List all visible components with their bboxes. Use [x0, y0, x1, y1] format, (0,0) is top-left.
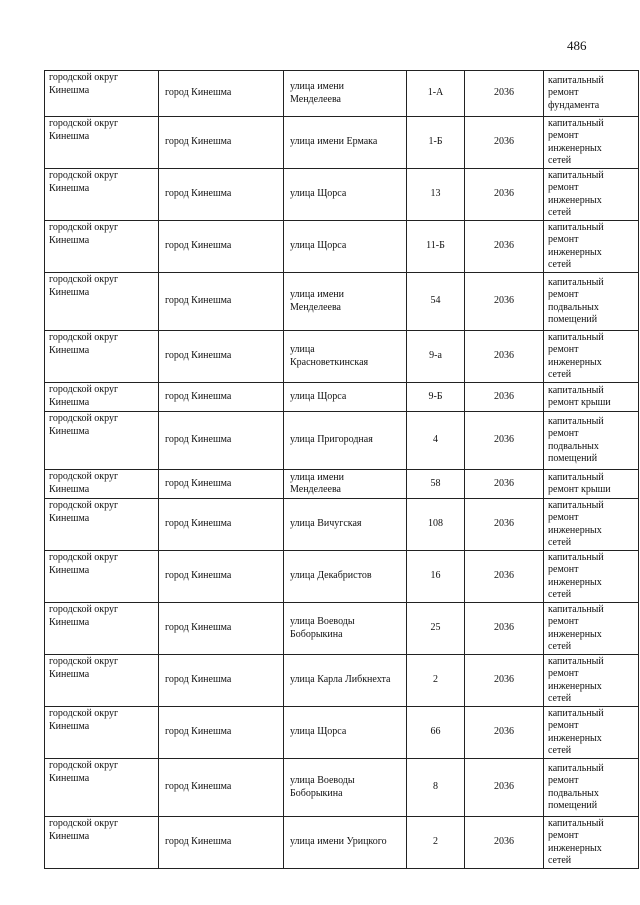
street-cell [284, 470, 407, 499]
settlement-cell [159, 273, 284, 331]
work-type-cell-line: подвальных [548, 440, 599, 452]
street-cell-line: улица Воеводы [290, 616, 355, 627]
municipality-cell [45, 273, 159, 331]
table-row [45, 221, 639, 273]
work-type-cell-line: капитальный [548, 817, 604, 829]
year-cell: 2036 [465, 412, 544, 470]
work-type-cell-line: сетей [548, 155, 572, 166]
year-cell: 2036 [465, 759, 544, 817]
municipality-cell [45, 707, 159, 759]
municipality-cell-line: Кинешма [49, 772, 90, 784]
work-type-cell-line: капитальный [548, 384, 604, 396]
settlement-cell [159, 412, 284, 470]
municipality-cell-line: городской округ [49, 708, 119, 719]
street-cell-line: улица имени Ермака [290, 136, 378, 148]
work-type-cell-line: ремонт [548, 428, 579, 439]
year-cell: 2036 [465, 470, 544, 499]
work-type-cell-line: сетей [548, 855, 572, 866]
table-row [45, 707, 639, 759]
municipality-cell-line: городской округ [49, 656, 119, 667]
table-row [45, 817, 639, 869]
settlement-cell [159, 71, 284, 117]
work-type-cell-line: инженерных [548, 732, 602, 744]
work-type-cell-line: капитальный [548, 415, 604, 427]
work-type-cell [544, 707, 639, 759]
work-type-cell-line: ремонт [548, 564, 579, 575]
street-cell [284, 499, 407, 551]
street-cell-line: улица Щорса [290, 188, 347, 200]
municipality-cell-line: Кинешма [49, 234, 90, 246]
municipality-cell [45, 551, 159, 603]
municipality-cell-line: Кинешма [49, 396, 90, 408]
table-row [45, 117, 639, 169]
street-cell [284, 655, 407, 707]
work-type-cell-line: капитальный [548, 707, 604, 719]
settlement-cell [159, 817, 284, 869]
municipality-cell [45, 169, 159, 221]
street-cell [284, 551, 407, 603]
municipality-cell [45, 817, 159, 869]
work-type-cell-line: помещений [548, 800, 598, 811]
work-type-cell-line: сетей [548, 693, 572, 704]
house-number-cell: 108 [407, 499, 465, 551]
street-cell [284, 412, 407, 470]
house-number-cell: 1-Б [407, 117, 465, 169]
table-row [45, 603, 639, 655]
street-cell-line: улица имени [290, 289, 345, 300]
street-cell-line: улица Вичугская [290, 518, 362, 530]
municipality-cell [45, 221, 159, 273]
municipality-cell [45, 470, 159, 499]
work-type-cell-line: ремонт [548, 87, 579, 99]
work-type-cell-line: сетей [548, 259, 572, 270]
work-type-cell-line: ремонт [548, 130, 579, 141]
work-type-cell-line: ремонт [548, 616, 579, 627]
house-number-cell: 54 [407, 273, 465, 331]
street-cell [284, 603, 407, 655]
work-type-cell [544, 655, 639, 707]
house-number-cell: 16 [407, 551, 465, 603]
year-cell: 2036 [465, 603, 544, 655]
municipality-cell [45, 331, 159, 383]
table-row [45, 470, 639, 499]
municipality-cell-line: Кинешма [49, 130, 90, 142]
municipality-cell-line: городской округ [49, 552, 119, 563]
work-type-cell-line: помещений [548, 314, 598, 325]
work-type-cell-line: ремонт [548, 775, 579, 786]
house-number-cell: 9-Б [407, 383, 465, 412]
house-number-cell: 11-Б [407, 221, 465, 273]
house-number-cell: 2 [407, 655, 465, 707]
street-cell-line: Боборыкина [290, 628, 343, 640]
municipality-cell [45, 603, 159, 655]
work-type-cell-line: капитальный [548, 551, 604, 563]
municipality-cell-line: Кинешма [49, 425, 90, 437]
work-type-cell-line: сетей [548, 589, 572, 600]
settlement-cell-line: город Кинешма [165, 350, 232, 362]
street-cell-line: Менделеева [290, 301, 341, 313]
street-cell-line: Менделеева [290, 93, 341, 105]
work-type-cell-line: инженерных [548, 842, 602, 854]
work-type-cell-line: помещений [548, 453, 598, 464]
street-cell [284, 71, 407, 117]
settlement-cell [159, 655, 284, 707]
house-number-cell: 2 [407, 817, 465, 869]
work-type-cell-line: капитальный [548, 221, 604, 233]
street-cell [284, 117, 407, 169]
work-type-cell-line: ремонт крыши [548, 484, 611, 495]
settlement-cell [159, 331, 284, 383]
street-cell [284, 759, 407, 817]
street-cell-line: улица имени Урицкого [290, 836, 387, 848]
table-row [45, 551, 639, 603]
settlement-cell [159, 551, 284, 603]
year-cell: 2036 [465, 707, 544, 759]
municipality-cell-line: городской округ [49, 818, 119, 829]
work-type-cell [544, 383, 639, 412]
street-cell-line: улица Воеводы [290, 775, 355, 786]
settlement-cell-line: город Кинешма [165, 295, 232, 307]
municipality-cell-line: Кинешма [49, 830, 90, 842]
municipality-cell-line: городской округ [49, 332, 119, 343]
year-cell: 2036 [465, 817, 544, 869]
year-cell: 2036 [465, 383, 544, 412]
year-cell: 2036 [465, 331, 544, 383]
page-number: 486 [567, 38, 587, 53]
work-type-cell-line: ремонт [548, 830, 579, 841]
street-cell-line: улица Щорса [290, 240, 347, 252]
work-type-cell-line: капитальный [548, 499, 604, 511]
street-cell-line: улица Щорса [290, 726, 347, 738]
street-cell [284, 707, 407, 759]
street-cell-line: улица [290, 344, 315, 355]
year-cell: 2036 [465, 169, 544, 221]
table-row [45, 655, 639, 707]
year-cell: 2036 [465, 71, 544, 117]
municipality-cell [45, 759, 159, 817]
table-row [45, 331, 639, 383]
settlement-cell-line: город Кинешма [165, 518, 232, 530]
settlement-cell-line: город Кинешма [165, 781, 232, 793]
municipality-cell-line: городской округ [49, 222, 119, 233]
settlement-cell-line: город Кинешма [165, 240, 232, 252]
work-type-cell-line: сетей [548, 207, 572, 218]
table-body [45, 71, 639, 869]
municipality-cell-line: Кинешма [49, 286, 90, 298]
work-type-cell-line: подвальных [548, 301, 599, 313]
municipality-cell [45, 655, 159, 707]
street-cell-line: Боборыкина [290, 787, 343, 799]
work-type-cell-line: сетей [548, 745, 572, 756]
work-type-cell [544, 499, 639, 551]
street-cell-line: улица Щорса [290, 390, 347, 402]
house-number-cell: 4 [407, 412, 465, 470]
municipality-cell-line: Кинешма [49, 84, 90, 96]
settlement-cell-line: город Кинешма [165, 136, 232, 148]
work-type-cell-line: инженерных [548, 576, 602, 588]
municipality-cell-line: городской округ [49, 760, 119, 771]
work-type-cell-line: сетей [548, 537, 572, 548]
house-number-cell: 66 [407, 707, 465, 759]
municipality-cell-line: Кинешма [49, 616, 90, 628]
municipality-cell-line: городской округ [49, 72, 119, 83]
work-type-cell-line: ремонт [548, 512, 579, 523]
work-type-cell-line: ремонт [548, 668, 579, 679]
municipality-cell [45, 117, 159, 169]
year-cell: 2036 [465, 221, 544, 273]
settlement-cell-line: город Кинешма [165, 836, 232, 848]
house-number-cell: 13 [407, 169, 465, 221]
settlement-cell [159, 383, 284, 412]
table-row [45, 412, 639, 470]
work-type-cell-line: ремонт крыши [548, 397, 611, 408]
year-cell: 2036 [465, 117, 544, 169]
work-type-cell-line: капитальный [548, 331, 604, 343]
house-number-cell: 58 [407, 470, 465, 499]
municipality-cell [45, 71, 159, 117]
work-type-cell-line: капитальный [548, 169, 604, 181]
settlement-cell-line: город Кинешма [165, 622, 232, 634]
municipality-cell-line: городской округ [49, 413, 119, 424]
year-cell: 2036 [465, 655, 544, 707]
settlement-cell-line: город Кинешма [165, 87, 232, 99]
work-type-cell-line: капитальный [548, 74, 604, 86]
repair-schedule-table [44, 70, 639, 869]
street-cell-line: улица имени [290, 471, 345, 483]
settlement-cell-line: город Кинешма [165, 188, 232, 200]
street-cell [284, 221, 407, 273]
work-type-cell-line: инженерных [548, 680, 602, 692]
municipality-cell-line: городской округ [49, 500, 119, 511]
work-type-cell-line: ремонт [548, 182, 579, 193]
settlement-cell-line: город Кинешма [165, 570, 232, 582]
municipality-cell-line: городской округ [49, 274, 119, 285]
municipality-cell-line: городской округ [49, 118, 119, 129]
municipality-cell-line: Кинешма [49, 564, 90, 576]
street-cell-line: улица Карла Либкнехта [290, 674, 391, 686]
table-row [45, 499, 639, 551]
street-cell-line: улица Пригородная [290, 434, 373, 446]
work-type-cell [544, 759, 639, 817]
street-cell-line: Менделеева [290, 484, 341, 495]
municipality-cell-line: Кинешма [49, 720, 90, 732]
settlement-cell [159, 499, 284, 551]
house-number-cell: 1-А [407, 71, 465, 117]
street-cell [284, 273, 407, 331]
work-type-cell-line: капитальный [548, 655, 604, 667]
work-type-cell-line: ремонт [548, 720, 579, 731]
settlement-cell [159, 470, 284, 499]
settlement-cell [159, 117, 284, 169]
table-row [45, 383, 639, 412]
table-row [45, 759, 639, 817]
work-type-cell-line: подвальных [548, 787, 599, 799]
settlement-cell [159, 169, 284, 221]
work-type-cell [544, 412, 639, 470]
work-type-cell-line: капитальный [548, 603, 604, 615]
table-row [45, 71, 639, 117]
work-type-cell-line: инженерных [548, 246, 602, 258]
house-number-cell: 9-а [407, 331, 465, 383]
work-type-cell-line: инженерных [548, 194, 602, 206]
house-number-cell: 8 [407, 759, 465, 817]
municipality-cell-line: Кинешма [49, 344, 90, 356]
year-cell: 2036 [465, 499, 544, 551]
work-type-cell-line: ремонт [548, 234, 579, 245]
municipality-cell-line: Кинешма [49, 668, 90, 680]
work-type-cell [544, 470, 639, 499]
settlement-cell-line: город Кинешма [165, 390, 232, 402]
work-type-cell-line: ремонт [548, 289, 579, 300]
settlement-cell-line: город Кинешма [165, 726, 232, 738]
work-type-cell [544, 221, 639, 273]
street-cell [284, 169, 407, 221]
work-type-cell [544, 273, 639, 331]
municipality-cell-line: городской округ [49, 604, 119, 615]
street-cell [284, 383, 407, 412]
street-cell [284, 331, 407, 383]
municipality-cell-line: городской округ [49, 170, 119, 181]
municipality-cell [45, 499, 159, 551]
work-type-cell-line: инженерных [548, 142, 602, 154]
work-type-cell-line: капитальный [548, 762, 604, 774]
work-type-cell [544, 603, 639, 655]
work-type-cell [544, 71, 639, 117]
municipality-cell-line: Кинешма [49, 182, 90, 194]
work-type-cell-line: капитальный [548, 117, 604, 129]
street-cell [284, 817, 407, 869]
municipality-cell [45, 412, 159, 470]
house-number-cell: 25 [407, 603, 465, 655]
work-type-cell-line: капитальный [548, 276, 604, 288]
settlement-cell [159, 221, 284, 273]
work-type-cell-line: инженерных [548, 524, 602, 536]
work-type-cell-line: сетей [548, 369, 572, 380]
work-type-cell-line: ремонт [548, 344, 579, 355]
street-cell-line: улица Декабристов [290, 570, 372, 582]
work-type-cell [544, 551, 639, 603]
street-cell-line: Красноветкинская [290, 356, 369, 368]
municipality-cell-line: Кинешма [49, 483, 90, 495]
municipality-cell-line: Кинешма [49, 512, 90, 524]
year-cell: 2036 [465, 273, 544, 331]
settlement-cell [159, 707, 284, 759]
work-type-cell-line: инженерных [548, 628, 602, 640]
work-type-cell-line: инженерных [548, 356, 602, 368]
settlement-cell [159, 603, 284, 655]
work-type-cell [544, 117, 639, 169]
work-type-cell-line: фундамента [548, 99, 600, 111]
table-row [45, 273, 639, 331]
year-cell: 2036 [465, 551, 544, 603]
municipality-cell-line: городской округ [49, 384, 119, 395]
settlement-cell [159, 759, 284, 817]
work-type-cell-line: сетей [548, 641, 572, 652]
municipality-cell [45, 383, 159, 412]
municipality-cell-line: городской округ [49, 471, 119, 482]
work-type-cell [544, 817, 639, 869]
work-type-cell-line: капитальный [548, 471, 604, 483]
table-row [45, 169, 639, 221]
settlement-cell-line: город Кинешма [165, 477, 232, 489]
settlement-cell-line: город Кинешма [165, 434, 232, 446]
work-type-cell [544, 331, 639, 383]
work-type-cell [544, 169, 639, 221]
settlement-cell-line: город Кинешма [165, 674, 232, 686]
street-cell-line: улица имени [290, 81, 345, 92]
